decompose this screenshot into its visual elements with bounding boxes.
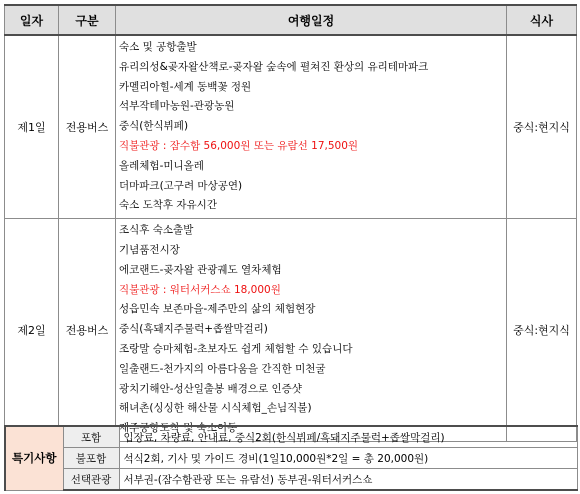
meal-info: 중식:현지식 <box>507 219 577 442</box>
notes-text: 입장료, 차량료, 안내료, 중식2회(한식뷔페/흑돼지주물럭+좁쌀막걸리) <box>119 426 577 448</box>
itinerary-list <box>116 219 507 442</box>
notes-row-included <box>5 426 577 448</box>
itinerary-item: 올레체험-미니올레 <box>119 159 204 172</box>
header-day: 일자 <box>5 5 59 35</box>
itinerary-table <box>4 4 577 442</box>
notes-label: 불포함 <box>63 448 119 469</box>
notes-category: 특기사항 <box>5 426 63 490</box>
day-row-1 <box>5 35 577 219</box>
meal-info: 중식:현지식 <box>507 35 577 219</box>
itinerary-item: 카멜리아힐-세계 동백꽃 정원 <box>119 80 252 93</box>
itinerary-item: 성읍민속 보존마을-제주만의 삶의 체험현장 <box>119 303 316 316</box>
day-row-2 <box>5 219 577 442</box>
day-label: 제2일 <box>5 219 59 442</box>
itinerary-list <box>116 35 507 219</box>
itinerary-item: 광치기해안-성산일출봉 배경으로 인증샷 <box>119 382 302 395</box>
notes-row-optional <box>5 469 577 491</box>
itinerary-item: 에코랜드-곶자왈 관광궤도 열차체험 <box>119 263 282 276</box>
header-row <box>5 5 577 35</box>
itinerary-item: 숙소 도착후 자유시간 <box>119 199 217 212</box>
header-meal: 식사 <box>507 5 577 35</box>
itinerary-item: 기념품전시장 <box>119 243 180 256</box>
header-itinerary: 여행일정 <box>116 5 507 35</box>
itinerary-item: 유리의성&곶자왈산책로-곶자왈 숲속에 펼쳐진 환상의 유리테마파크 <box>119 60 429 73</box>
transport-type: 전용버스 <box>59 219 116 442</box>
itinerary-item: 중식(한식뷔페) <box>119 120 189 133</box>
notes-text: 서부권-(잠수함관광 또는 유람선) 동부권-워터서커스쇼 <box>119 469 577 491</box>
header-type: 구분 <box>59 5 116 35</box>
optional-tour-item: 직불관광 : 잠수함 56,000원 또는 유람선 17,500원 <box>119 139 359 152</box>
itinerary-item: 조랑말 승마체험-초보자도 쉽게 체험할 수 있습니다 <box>119 342 353 355</box>
itinerary-item: 제주공항도착 및 숙소이동 <box>119 422 238 435</box>
day-label: 제1일 <box>5 35 59 219</box>
itinerary-item: 숙소 및 공항출발 <box>119 41 197 53</box>
notes-label: 포함 <box>63 426 119 448</box>
notes-label: 선택관광 <box>63 469 119 491</box>
notes-row-excluded <box>5 448 577 469</box>
itinerary-item: 석부작테마농원-관광농원 <box>119 100 235 113</box>
itinerary-item: 해녀촌(싱싱한 해산물 시식체험_손님직불) <box>119 402 312 415</box>
optional-tour-item: 직불관광 : 워터서커스쇼 18,000원 <box>119 283 281 296</box>
itinerary-item: 일출랜드-천가지의 아름다움을 간직한 미천굴 <box>119 362 326 375</box>
notes-text: 석식2회, 기사 및 가이드 경비(1일10,000원*2일 = 총 20,000원) <box>119 448 577 469</box>
itinerary-item: 조식후 숙소출발 <box>119 224 194 237</box>
itinerary-item: 중식(흑돼지주물럭+좁쌀막걸리) <box>119 323 268 336</box>
transport-type: 전용버스 <box>59 35 116 219</box>
notes-table <box>4 425 578 491</box>
itinerary-item: 더마파크(고구려 마상공연) <box>119 179 243 192</box>
